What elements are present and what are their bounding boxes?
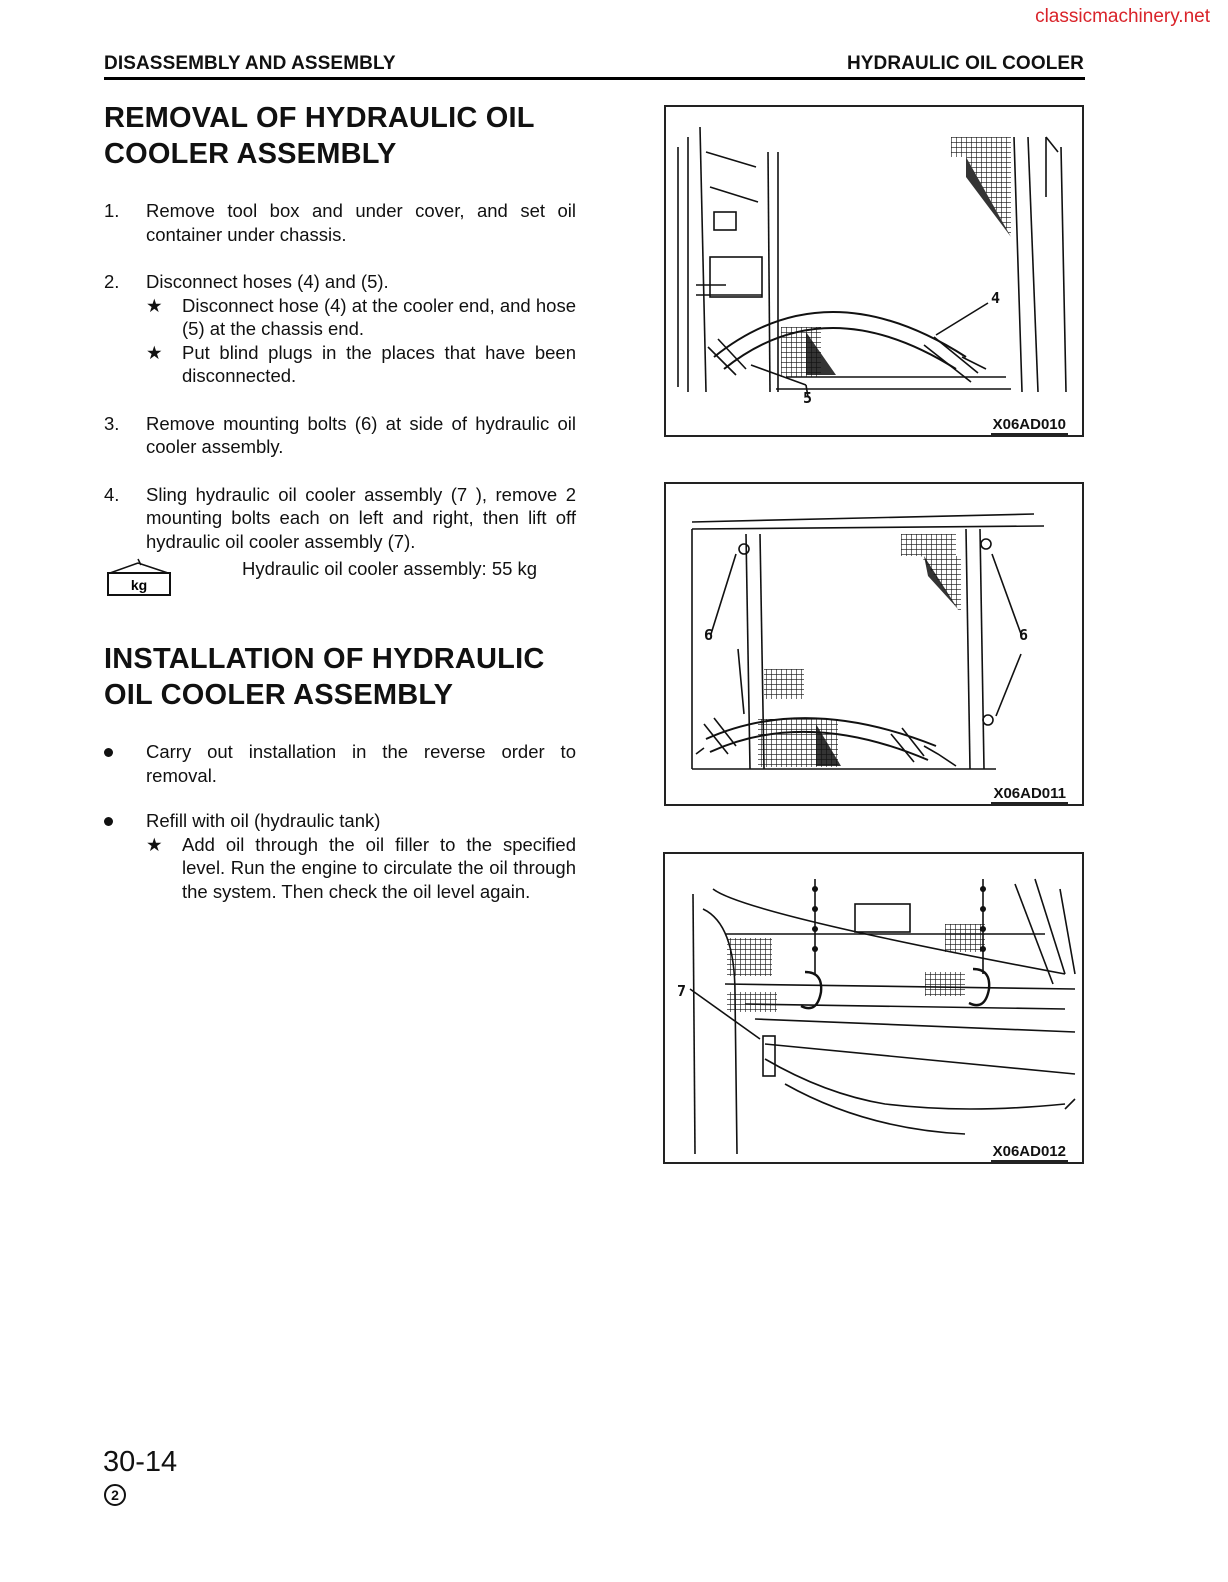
- star-icon: ★: [146, 294, 163, 316]
- removal-steps: [104, 199, 576, 599]
- step-2-note-1: ★ Disconnect hose (4) at the cooler end, and hose (5) at the chassis end.: [146, 294, 576, 339]
- figure-mounting-bolts: [664, 482, 1084, 806]
- step-1: 1. Remove tool box and under cover, and set oil container under chassis.: [104, 200, 576, 245]
- callout-7: 7: [677, 982, 687, 1000]
- installation-bullets: [104, 740, 576, 903]
- star-icon: ★: [146, 833, 163, 855]
- figure-lifting: [663, 852, 1084, 1164]
- revision-mark: 2: [104, 1484, 126, 1506]
- weight-spec: kg Hydraulic oil cooler assembly: 55 kg: [146, 557, 576, 599]
- bullet-icon: [104, 748, 113, 757]
- figure-code: X06AD010: [992, 416, 1066, 433]
- callout-6-right: 6: [1019, 626, 1029, 644]
- step-4: 4. Sling hydraulic oil cooler assembly (7 ), remove 2 mounting bolts each on left and right, then lift off hydraulic oil cooler assembly (7). kg Hydraulic oil cooler assembly: 55 kg: [104, 483, 576, 600]
- text-column: [104, 100, 576, 925]
- figure-code: X06AD012: [992, 1143, 1066, 1160]
- install-bullet-2: Refill with oil (hydraulic tank) ★ Add oil through the oil filler to the specified level. Run the engine to circulate the oil through the system. Then check the oil level again.: [104, 809, 576, 903]
- callout-6-left: 6: [704, 626, 714, 644]
- callout-4: 4: [991, 289, 1001, 307]
- star-icon: ★: [146, 341, 163, 363]
- hose-diagram: [666, 107, 1084, 437]
- figure-code: X06AD011: [993, 785, 1066, 802]
- lifting-diagram: [665, 854, 1084, 1164]
- bolts-diagram: [666, 484, 1084, 806]
- install-bullet-2-note: ★ Add oil through the oil filler to the specified level. Run the engine to circulate the oil through the system. Then check the oil level again.: [146, 833, 576, 902]
- page-number: 30-14: [103, 1446, 178, 1478]
- removal-title: REMOVAL OF HYDRAULIC OIL COOLER ASSEMBLY: [104, 102, 535, 170]
- section-header: DISASSEMBLY AND ASSEMBLY: [104, 53, 396, 74]
- header-rule: [104, 77, 1085, 80]
- install-bullet-1: Carry out installation in the reverse order to removal.: [104, 740, 576, 787]
- weight-icon: [104, 557, 174, 597]
- figure-hoses: [664, 105, 1084, 437]
- step-3: 3. Remove mounting bolts (6) at side of hydraulic oil cooler assembly.: [104, 412, 576, 457]
- bullet-icon: [104, 817, 113, 826]
- step-2-note-2: ★ Put blind plugs in the places that have been disconnected.: [146, 341, 576, 386]
- step-2: 2. Disconnect hoses (4) and (5). ★ Disconnect hose (4) at the cooler end, and hose (5) at the chassis end. ★ Put blind plugs in the places that have been disconnected.: [104, 271, 576, 386]
- callout-5: 5: [803, 389, 813, 407]
- weight-icon-label: kg: [130, 577, 148, 593]
- topic-header: HYDRAULIC OIL COOLER: [846, 53, 1084, 74]
- installation-title: INSTALLATION OF HYDRAULIC OIL COOLER ASSEMBLY: [104, 643, 545, 711]
- watermark: classicmachinery.net: [1035, 6, 1210, 27]
